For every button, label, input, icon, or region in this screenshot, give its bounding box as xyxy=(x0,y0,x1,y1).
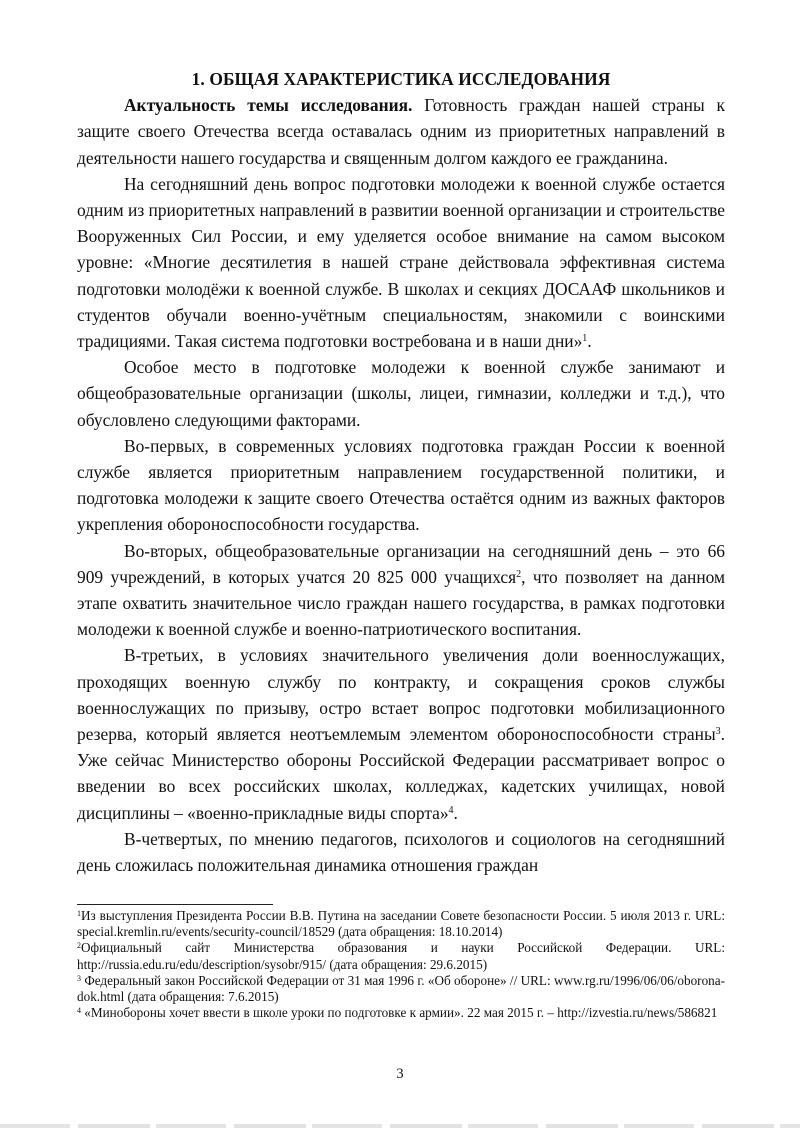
footnote-text: «Минобороны хочет ввести в школе уроки по подготовке к армии». 22 мая 2015 г. – http://izvestia.ru/news/586821 xyxy=(81,1005,718,1021)
footnote-ref-4[interactable]: 4 xyxy=(448,804,454,816)
paragraph-text-tail: . xyxy=(587,331,592,352)
paragraph-text: В-четвертых, по мнению педагогов, психологов и социологов на сегодняшний день сложилась положительная динамика отношения граждан xyxy=(77,828,725,876)
footnote-number: 1 xyxy=(77,909,81,918)
footnote-2 xyxy=(77,940,725,972)
paragraph-end: . xyxy=(453,802,458,823)
footnote-number: 2 xyxy=(77,941,81,951)
paragraph-text-tail: , что позволяет на данном этапе охватить значительное число граждан нашего государства, в рамках подготовки молодежи к военной службе и военно-патриотического воспитания. xyxy=(77,566,725,640)
paragraph-first-factor xyxy=(77,433,725,538)
section-title: 1. ОБЩАЯ ХАРАКТЕРИСТИКА ИССЛЕДОВАНИЯ xyxy=(191,69,611,89)
paragraph-relevance xyxy=(77,92,725,171)
footnote-ref-3[interactable]: 3 xyxy=(715,726,721,738)
main-text xyxy=(77,66,725,878)
paragraph-third-factor xyxy=(77,642,725,825)
paragraph-text: На сегодняшний день вопрос подготовки молодежи к военной службе остается одним из приоритетных направлений в развитии военной организации и строительстве Вооруженных Сил России, и ему уделяется особое внимание на самом высоком уровне: «Многие десятилетия в нашей стране действовала эффективная система подготовки молодёжи к военной службе. В школах и секциях ДОСААФ школьников и студентов обучали военно-учётным специальностям, знакомили с воинскими традициями. Такая система подготовки востребована и в наши дни» xyxy=(77,173,725,352)
footnote-number: 4 xyxy=(77,1006,81,1016)
paragraph-text: Особое место в подготовке молодежи к военной службе занимают и общеобразовательные организации (школы, лицеи, гимназии, колледжи и т.д.), что обусловлено следующими факторами. xyxy=(77,357,725,430)
paragraph-schools xyxy=(77,354,725,433)
paragraph-text: Во-вторых, общеобразовательные организации на сегодняшний день – это 66 909 учреждений, в которых учатся 20 825 000 учащихся xyxy=(77,540,725,587)
footnote-1 xyxy=(77,908,725,940)
footnotes xyxy=(77,908,725,1021)
footnote-number: 3 xyxy=(77,973,81,983)
footnote-ref-1[interactable]: 1 xyxy=(582,333,588,345)
footnote-text: Федеральный закон Российской Федерации от 31 мая 1996 г. «Об обороне» // URL: www.rg.ru/1996/06/06/oborona-dok.html (дата обращения: 7.6.2015) xyxy=(77,972,725,1005)
footnote-separator xyxy=(77,904,273,905)
paragraph-fourth-factor xyxy=(77,826,725,878)
footnote-text: Из выступления Президента России В.В. Путина на заседании Совете безопасности России. 5 июля 2013 г. URL: special.kremlin.ru/events/security-council/18529 (дата обращения: 18.10.2014) xyxy=(77,908,725,940)
footnote-4 xyxy=(77,1005,725,1021)
paragraph-text-tail: . Уже сейчас Министерство обороны Российской Федерации рассматривает вопрос о введении во всех российских школах, колледжах, кадетских училищах, новой дисциплины – «военно-прикладные виды спорта» xyxy=(77,724,725,823)
paragraph-text: Готовность граждан нашей страны к защите своего Отечества всегда оставалась одним из приоритетных направлений в деятельности нашего государства и священным долгом каждого ее гражданина. xyxy=(77,95,725,168)
scan-edge-artifact xyxy=(0,1124,800,1128)
relevance-heading: Актуальность темы исследования. xyxy=(124,95,413,116)
paragraph-second-factor xyxy=(77,538,725,643)
footnote-3 xyxy=(77,973,725,1005)
footnote-ref-2[interactable]: 2 xyxy=(516,568,522,580)
paragraph-quote xyxy=(77,171,725,354)
page-number: 3 xyxy=(396,1066,404,1082)
footnote-text: Официальный сайт Министерства образования и науки Российской Федерации. URL: http://russia.edu.ru/edu/description/sysobr/915/ (дата обращения: 29.6.2015) xyxy=(77,940,725,972)
paragraph-text: В-третьих, в условиях значительного увеличения доли военнослужащих, проходящих военную службу по контракту, и сокращения сроков службы военнослужащих по призыву, остро встает вопрос подготовки мобилизационного резерва, который является неотъемлемым элементом обороноспособности страны xyxy=(77,645,725,745)
paragraph-text: Во-первых, в современных условиях подготовка граждан России к военной службе является приоритетным направлением государственной политики, и подготовка молодежи к защите своего Отечества остаётся одним из важных факторов укрепления обороноспособности государства. xyxy=(77,435,725,535)
